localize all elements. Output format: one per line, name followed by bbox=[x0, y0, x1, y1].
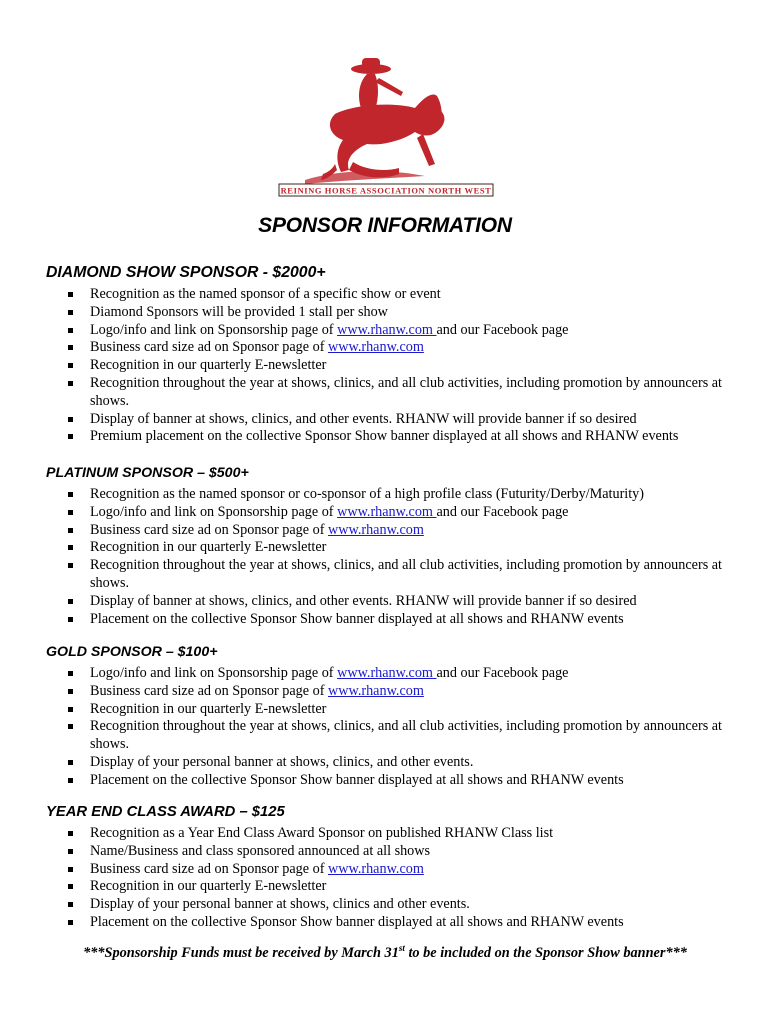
website-link[interactable]: www.rhanw.com bbox=[337, 321, 437, 338]
benefit-item bbox=[46, 593, 746, 611]
benefit-item bbox=[46, 825, 746, 843]
square-bullet-icon bbox=[68, 760, 73, 765]
benefit-item bbox=[46, 322, 746, 340]
sponsor-section bbox=[46, 643, 746, 790]
benefit-item bbox=[46, 772, 746, 790]
footer-note bbox=[0, 943, 770, 962]
page-title: SPONSOR INFORMATION bbox=[258, 214, 512, 237]
sponsor-section bbox=[46, 464, 746, 628]
benefit-item bbox=[46, 411, 746, 429]
square-bullet-icon bbox=[68, 778, 73, 783]
benefit-text: Recognition in our quarterly E-newsletter bbox=[90, 357, 327, 374]
benefit-text: Business card size ad on Sponsor page of bbox=[90, 682, 328, 699]
square-bullet-icon bbox=[68, 884, 73, 889]
benefit-item bbox=[46, 896, 746, 914]
section-heading: DIAMOND SHOW SPONSOR - $2000+ bbox=[46, 264, 326, 281]
logo-banner-text: REINING HORSE ASSOCIATION NORTH WEST bbox=[280, 185, 492, 196]
benefit-item bbox=[46, 665, 746, 683]
benefit-text: Diamond Sponsors will be provided 1 stall per show bbox=[90, 303, 388, 320]
benefit-text: Recognition in our quarterly E-newsletter bbox=[90, 700, 327, 717]
sponsor-section bbox=[46, 803, 746, 932]
benefit-text: Display of banner at shows, clinics, and other events. RHANW will provide banner if so desired bbox=[90, 592, 637, 609]
benefit-item bbox=[46, 557, 746, 593]
sponsor-section bbox=[46, 264, 746, 446]
benefit-text: Recognition throughout the year at shows, clinics, and all club activities, including promotion by announcers at shows. bbox=[90, 557, 722, 591]
benefit-item bbox=[46, 339, 746, 357]
website-link[interactable]: www.rhanw.com bbox=[328, 860, 424, 877]
square-bullet-icon bbox=[68, 292, 73, 297]
square-bullet-icon bbox=[68, 867, 73, 872]
benefit-text-suffix: and our Facebook page bbox=[436, 665, 569, 681]
square-bullet-icon bbox=[68, 563, 73, 568]
website-link[interactable]: www.rhanw.com bbox=[328, 521, 424, 538]
benefit-list bbox=[46, 825, 746, 932]
benefit-text: Display of your personal banner at shows, clinics, and other events. bbox=[90, 753, 474, 770]
square-bullet-icon bbox=[68, 920, 73, 925]
square-bullet-icon bbox=[68, 492, 73, 497]
benefit-list bbox=[46, 286, 746, 446]
footer-pre: ***Sponsorship Funds must be received by March 31 bbox=[83, 944, 399, 961]
horse-rider-logo-icon bbox=[275, 52, 500, 202]
section-heading: YEAR END CLASS AWARD – $125 bbox=[46, 804, 285, 820]
square-bullet-icon bbox=[68, 345, 73, 350]
benefit-text-suffix: and our Facebook page bbox=[436, 503, 569, 520]
square-bullet-icon bbox=[68, 707, 73, 712]
square-bullet-icon bbox=[68, 328, 73, 333]
benefit-text: Business card size ad on Sponsor page of bbox=[90, 860, 328, 877]
benefit-item bbox=[46, 304, 746, 322]
benefit-item bbox=[46, 754, 746, 772]
square-bullet-icon bbox=[68, 831, 73, 836]
benefit-text: Logo/info and link on Sponsorship page of bbox=[90, 321, 338, 338]
square-bullet-icon bbox=[68, 617, 73, 622]
benefit-text: Recognition as a Year End Class Award Sponsor on published RHANW Class list bbox=[90, 825, 554, 841]
benefit-item bbox=[46, 504, 746, 522]
benefit-item bbox=[46, 878, 746, 896]
website-link[interactable]: www.rhanw.com bbox=[337, 503, 437, 520]
square-bullet-icon bbox=[68, 417, 73, 422]
benefit-text: Name/Business and class sponsored announced at all shows bbox=[90, 842, 431, 859]
benefit-item bbox=[46, 486, 746, 504]
section-heading: PLATINUM SPONSOR – $500+ bbox=[46, 465, 249, 481]
benefit-item bbox=[46, 843, 746, 861]
benefit-text: Recognition as the named sponsor or co-sponsor of a high profile class (Futurity/Derby/Maturity) bbox=[90, 486, 644, 502]
benefit-item bbox=[46, 861, 746, 879]
square-bullet-icon bbox=[68, 434, 73, 439]
benefit-text: Logo/info and link on Sponsorship page of bbox=[90, 503, 338, 520]
benefit-text: Logo/info and link on Sponsorship page of bbox=[90, 665, 338, 681]
benefit-text: Recognition throughout the year at shows, clinics, and all club activities, including promotion by announcers at shows. bbox=[90, 718, 722, 753]
square-bullet-icon bbox=[68, 689, 73, 694]
benefit-item bbox=[46, 914, 746, 932]
benefit-list bbox=[46, 665, 746, 790]
benefit-text: Recognition in our quarterly E-newsletter bbox=[90, 878, 327, 895]
benefit-text: Recognition throughout the year at shows, clinics, and all club activities, including promotion by announcers at shows. bbox=[90, 374, 722, 409]
benefit-text: Premium placement on the collective Sponsor Show banner displayed at all shows and RHANW events bbox=[90, 428, 679, 445]
square-bullet-icon bbox=[68, 599, 73, 604]
website-link[interactable]: www.rhanw.com bbox=[337, 665, 437, 681]
benefit-item bbox=[46, 683, 746, 701]
footer-sup: st bbox=[398, 943, 405, 953]
benefit-text: Display of your personal banner at shows, clinics and other events. bbox=[90, 896, 470, 913]
square-bullet-icon bbox=[68, 671, 73, 676]
benefit-item bbox=[46, 428, 746, 446]
benefit-text: Placement on the collective Sponsor Show banner displayed at all shows and RHANW events bbox=[90, 610, 624, 627]
benefit-item bbox=[46, 539, 746, 557]
benefit-list bbox=[46, 486, 746, 628]
benefit-text: Placement on the collective Sponsor Show banner displayed at all shows and RHANW events bbox=[90, 913, 624, 930]
benefit-item bbox=[46, 286, 746, 304]
benefit-text: Recognition in our quarterly E-newsletter bbox=[90, 539, 327, 556]
benefit-item bbox=[46, 611, 746, 629]
square-bullet-icon bbox=[68, 310, 73, 315]
benefit-item bbox=[46, 522, 746, 540]
square-bullet-icon bbox=[68, 902, 73, 907]
benefit-text-suffix: and our Facebook page bbox=[436, 321, 569, 338]
square-bullet-icon bbox=[68, 849, 73, 854]
benefit-text: Business card size ad on Sponsor page of bbox=[90, 521, 328, 538]
benefit-text: Business card size ad on Sponsor page of bbox=[90, 339, 328, 356]
footer-post: to be included on the Sponsor Show banner*** bbox=[404, 944, 687, 961]
benefit-item bbox=[46, 375, 746, 411]
benefit-item bbox=[46, 718, 746, 754]
square-bullet-icon bbox=[68, 510, 73, 515]
square-bullet-icon bbox=[68, 545, 73, 550]
square-bullet-icon bbox=[68, 363, 73, 368]
square-bullet-icon bbox=[68, 381, 73, 386]
benefit-item bbox=[46, 701, 746, 719]
benefit-item bbox=[46, 357, 746, 375]
square-bullet-icon bbox=[68, 724, 73, 729]
benefit-text: Placement on the collective Sponsor Show banner displayed at all shows and RHANW events bbox=[90, 771, 624, 788]
square-bullet-icon bbox=[68, 528, 73, 533]
website-link[interactable]: www.rhanw.com bbox=[328, 339, 424, 356]
rhanw-logo bbox=[275, 52, 500, 202]
benefit-text: Recognition as the named sponsor of a specific show or event bbox=[90, 286, 441, 302]
section-heading: GOLD SPONSOR – $100+ bbox=[46, 644, 218, 660]
benefit-text: Display of banner at shows, clinics, and other events. RHANW will provide banner if so desired bbox=[90, 410, 637, 427]
website-link[interactable]: www.rhanw.com bbox=[328, 682, 424, 699]
